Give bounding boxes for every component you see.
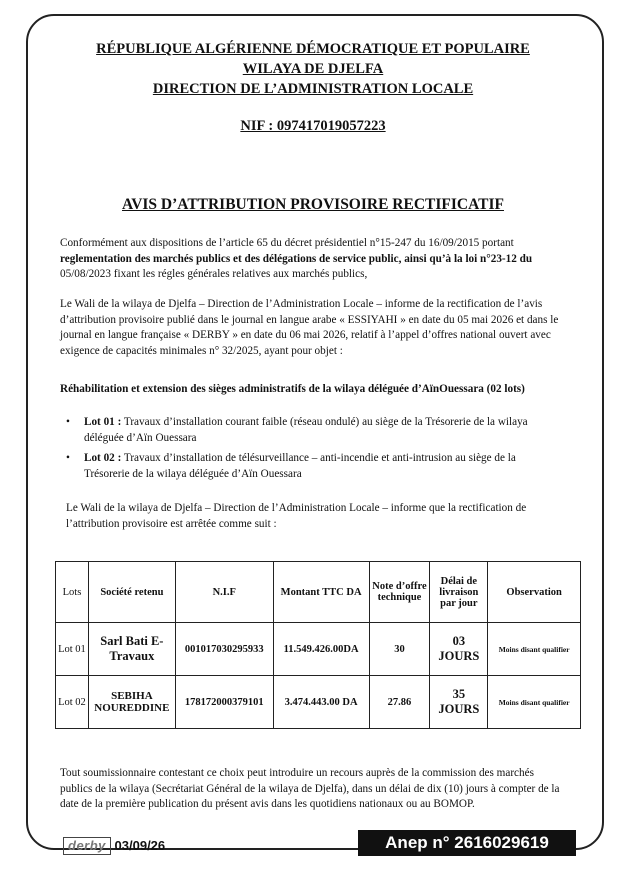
wilaya-header: WILAYA DE DJELFA xyxy=(242,61,384,77)
direction-header: DIRECTION DE L’ADMINISTRATION LOCALE xyxy=(152,81,474,97)
column-header: Société retenu xyxy=(88,562,175,623)
lot-cell: Lot 02 xyxy=(56,676,89,729)
observation-cell: Moins disant qualifier xyxy=(488,623,581,676)
lot-description: Travaux d’installation de télésurveillance – anti-incendie et anti-intrusion au siège de la Trésorerie de la wilaya déléguée d’Aïn Ouessara xyxy=(84,452,516,480)
intro-part-2: reglementation des marchés publics et des délégations de service public, ainsi qu’à la loi n°23-12 du xyxy=(60,252,533,265)
rectification-paragraph: Le Wali de la wilaya de Djelfa – Direction de l’Administration Locale – informe de la rectification de l’avis d’attribution provisoire publié dans le journal en langue arabe « ESSIYAHI » en date du 05 mai 2026 et dans le journal en langue française « DERBY » en date du 06 mai 2026, relatif à l’appel d’offres national ouvert avec exigence de capacités minimales n° 32/2025, ayant pour objet : xyxy=(60,298,559,357)
nif-number: NIF : 097417019057223 xyxy=(240,118,386,134)
table-row xyxy=(56,623,581,676)
score-cell: 30 xyxy=(369,623,430,676)
column-header: Observation xyxy=(488,562,581,623)
lot-label: Lot 01 : xyxy=(84,416,122,428)
lot-label: Lot 02 : xyxy=(84,452,122,464)
column-header: Lots xyxy=(56,562,89,623)
observation-cell: Moins disant qualifier xyxy=(488,676,581,729)
column-header: Montant TTC DA xyxy=(273,562,369,623)
company-cell: Sarl Bati E-Travaux xyxy=(88,623,175,676)
newspaper-footer xyxy=(63,836,165,856)
attribution-table xyxy=(55,561,581,729)
intro-part-1: Conformément aux dispositions de l’article 65 du décret présidentiel n°15-247 du 16/09/2015 portant xyxy=(60,237,514,249)
nif-cell: 001017030295933 xyxy=(175,623,273,676)
bullet-icon: • xyxy=(66,452,70,464)
lot-description: Travaux d’installation courant faible (réseau ondulé) au siège de la Trésorerie de la wilaya déléguée d’Aïn Ouessara xyxy=(84,416,528,444)
column-header: N.I.F xyxy=(175,562,273,623)
list-item xyxy=(66,451,560,482)
delay-cell: 35 JOURS xyxy=(430,676,488,729)
publication-date: 03/09/26 xyxy=(114,838,166,853)
bullet-icon: • xyxy=(66,416,70,428)
score-cell: 27.86 xyxy=(369,676,430,729)
column-header: Délai de livraison par jour xyxy=(430,562,488,623)
newspaper-logo: derby xyxy=(63,837,111,855)
amount-cell: 11.549.426.00DA xyxy=(273,623,369,676)
attribution-paragraph: Le Wali de la wilaya de Djelfa – Direction de l’Administration Locale – informe que la rectification de l’attribution provisoire est arrêtée comme suit : xyxy=(66,502,527,530)
notice-title: AVIS D’ATTRIBUTION PROVISOIRE RECTIFICATIF xyxy=(122,196,504,213)
project-object: Réhabilitation et extension des sièges administratifs de la wilaya déléguée d’AïnOuessara (02 lots) xyxy=(60,383,525,395)
anep-reference: Anep n° 2616029619 xyxy=(358,830,576,856)
amount-cell: 3.474.443.00 DA xyxy=(273,676,369,729)
intro-paragraph xyxy=(60,236,560,283)
intro-part-3: 05/08/2023 fixant les régles générales relatives aux marchés publics, xyxy=(60,268,368,280)
republic-header: RÉPUBLIQUE ALGÉRIENNE DÉMOCRATIQUE ET POPULAIRE xyxy=(96,41,530,57)
lot-cell: Lot 01 xyxy=(56,623,89,676)
delay-cell: 03 JOURS xyxy=(430,623,488,676)
company-cell: SEBIHA NOUREDDINE xyxy=(88,676,175,729)
table-row xyxy=(56,676,581,729)
table-header-row xyxy=(56,562,581,623)
nif-cell: 178172000379101 xyxy=(175,676,273,729)
column-header: Note d’offre technique xyxy=(369,562,430,623)
list-item xyxy=(66,415,560,446)
appeal-paragraph: Tout soumissionnaire contestant ce choix peut introduire un recours auprès de la commission des marchés publics de la wilaya (Secrétariat Général de la wilaya de Djelfa), dans un délai de dix (10) jours à compter de la date de la première publication du présent avis dans les quotidiens nationaux ou au BOMOP. xyxy=(60,767,560,810)
